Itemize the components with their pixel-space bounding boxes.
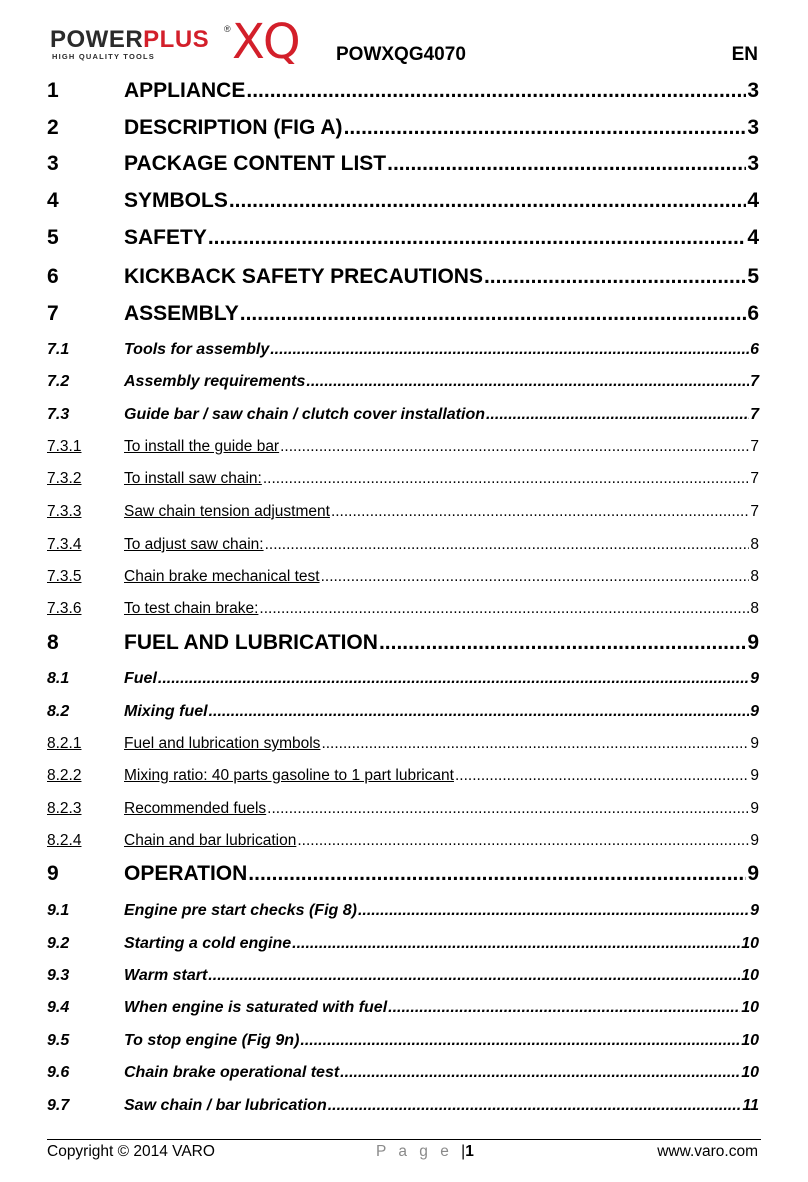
toc-leader-dots — [267, 800, 749, 818]
page-indicator: P a g e |1 — [376, 1143, 474, 1160]
toc-leader-dots — [486, 406, 749, 424]
brand-suffix: XQ — [232, 14, 299, 70]
toc-entry[interactable] — [47, 265, 759, 291]
toc-leader-dots — [259, 600, 749, 618]
toc-entry[interactable] — [47, 800, 759, 820]
toc-leader-dots — [246, 79, 746, 103]
toc-entry[interactable] — [47, 670, 759, 690]
toc-entry-number: 7.3.2 — [47, 470, 82, 487]
toc-entry-title: Fuel and lubrication symbols — [124, 735, 321, 752]
toc-entry-title: To adjust saw chain: — [124, 536, 264, 553]
toc-entry-page: 4 — [747, 226, 759, 249]
toc-entry-number: 7.3.6 — [47, 600, 82, 617]
toc-entry-number: 8.2.1 — [47, 735, 82, 752]
toc-entry-title: To install the guide bar — [124, 438, 280, 455]
toc-entry-title: FUEL AND LUBRICATION — [124, 631, 378, 654]
toc-leader-dots — [292, 935, 740, 953]
toc-entry-title: DESCRIPTION (FIG A) — [124, 116, 343, 139]
toc-entry-title: Saw chain / bar lubrication — [124, 1097, 327, 1114]
toc-entry-number: 9.5 — [47, 1032, 70, 1049]
brand-tagline: HIGH QUALITY TOOLS — [52, 52, 155, 61]
toc-leader-dots — [484, 265, 746, 289]
toc-entry[interactable] — [47, 902, 759, 922]
toc-entry-page: 7 — [750, 438, 759, 455]
toc-entry-title: To test chain brake: — [124, 600, 259, 617]
toc-entry-number: 4 — [47, 189, 59, 212]
toc-leader-dots — [209, 703, 750, 721]
toc-leader-dots — [248, 862, 746, 886]
toc-entry-page: 10 — [741, 935, 759, 952]
toc-leader-dots — [358, 902, 749, 920]
toc-entry-page: 9 — [750, 902, 759, 919]
toc-entry-number: 7.3.4 — [47, 536, 82, 553]
toc-entry[interactable] — [47, 767, 759, 787]
toc-leader-dots — [379, 631, 746, 655]
toc-entry-title: When engine is saturated with fuel — [124, 999, 388, 1016]
toc-entry-number: 7.3.1 — [47, 438, 82, 455]
toc-entry-number: 7.3.5 — [47, 568, 82, 585]
toc-entry[interactable] — [47, 152, 759, 178]
toc-entry-title: Guide bar / saw chain / clutch cover installation — [124, 406, 485, 423]
toc-entry[interactable] — [47, 189, 759, 215]
toc-entry-page: 7 — [750, 406, 759, 423]
toc-entry-number: 9.1 — [47, 902, 70, 919]
toc-entry-number: 8.2 — [47, 703, 70, 720]
toc-entry-number: 9.3 — [47, 967, 70, 984]
toc-entry-title: Engine pre start checks (Fig 8) — [124, 902, 357, 919]
powerplus-logo — [50, 14, 320, 70]
page-number: 1 — [465, 1143, 474, 1160]
toc-entry[interactable] — [47, 406, 759, 426]
toc-entry-title: Chain brake operational test — [124, 1064, 340, 1081]
toc-leader-dots — [229, 189, 746, 213]
toc-entry-number: 8.2.4 — [47, 832, 82, 849]
toc-entry[interactable] — [47, 1064, 759, 1084]
toc-entry-page: 8 — [750, 568, 759, 585]
toc-entry-title: Warm start — [124, 967, 208, 984]
toc-entry-title: SAFETY — [124, 226, 207, 249]
toc-entry-title: Chain and bar lubrication — [124, 832, 297, 849]
toc-entry-number: 7.1 — [47, 341, 70, 358]
toc-entry-number: 6 — [47, 265, 59, 288]
toc-entry-number: 2 — [47, 116, 59, 139]
toc-entry-page: 9 — [750, 832, 759, 849]
toc-entry[interactable] — [47, 302, 759, 328]
toc-entry-page: 9 — [747, 631, 759, 654]
toc-entry[interactable] — [47, 1097, 759, 1117]
toc-entry[interactable] — [47, 116, 759, 142]
toc-entry-page: 6 — [750, 341, 759, 358]
toc-entry[interactable] — [47, 341, 759, 361]
toc-entry-title: Starting a cold engine — [124, 935, 292, 952]
toc-entry-number: 7.2 — [47, 373, 70, 390]
toc-entry[interactable] — [47, 832, 759, 852]
toc-entry-number: 9.4 — [47, 999, 70, 1016]
footer-divider — [47, 1139, 761, 1140]
toc-leader-dots — [340, 1064, 740, 1082]
toc-entry-page: 3 — [747, 116, 759, 139]
toc-leader-dots — [328, 1097, 742, 1115]
toc-entry-title: SYMBOLS — [124, 189, 228, 212]
toc-entry-title: Mixing fuel — [124, 703, 208, 720]
toc-entry-page: 7 — [750, 373, 759, 390]
toc-entry-title: Tools for assembly — [124, 341, 270, 358]
toc-entry[interactable] — [47, 79, 759, 105]
toc-leader-dots — [388, 999, 740, 1017]
toc-entry-page: 10 — [741, 999, 759, 1016]
toc-entry[interactable] — [47, 503, 759, 523]
toc-leader-dots — [280, 438, 749, 456]
toc-entry[interactable] — [47, 536, 759, 556]
toc-entry-number: 8.1 — [47, 670, 70, 687]
toc-leader-dots — [387, 152, 746, 176]
toc-leader-dots — [306, 373, 749, 391]
toc-entry-page: 9 — [750, 670, 759, 687]
toc-entry-page: 10 — [741, 1064, 759, 1081]
toc-leader-dots — [455, 767, 749, 785]
toc-leader-dots — [208, 226, 746, 250]
toc-entry[interactable] — [47, 999, 759, 1019]
toc-entry-number: 9.2 — [47, 935, 70, 952]
toc-leader-dots — [321, 735, 749, 753]
toc-leader-dots — [208, 967, 740, 985]
toc-leader-dots — [270, 341, 749, 359]
website-link[interactable]: www.varo.com — [657, 1143, 758, 1160]
toc-entry-title: Recommended fuels — [124, 800, 267, 817]
model-number: POWXQG4070 — [336, 44, 466, 65]
toc-entry-page: 10 — [741, 1032, 759, 1049]
toc-entry[interactable] — [47, 438, 759, 458]
toc-entry-title: ASSEMBLY — [124, 302, 239, 325]
toc-entry-page: 9 — [747, 862, 759, 885]
toc-entry-number: 1 — [47, 79, 59, 102]
toc-entry-title: Saw chain tension adjustment — [124, 503, 330, 520]
toc-entry[interactable] — [47, 862, 759, 888]
toc-entry-number: 7.3.3 — [47, 503, 82, 520]
copyright-notice: Copyright © 2014 VARO — [47, 1143, 215, 1160]
toc-entry-title: Assembly requirements — [124, 373, 306, 390]
toc-entry-page: 11 — [742, 1097, 759, 1114]
toc-entry-page: 9 — [750, 703, 759, 720]
toc-entry-number: 9.7 — [47, 1097, 70, 1114]
toc-leader-dots — [300, 1032, 740, 1050]
toc-entry-title: OPERATION — [124, 862, 248, 885]
toc-leader-dots — [240, 302, 747, 326]
toc-entry[interactable] — [47, 600, 759, 620]
toc-entry-number: 5 — [47, 226, 59, 249]
toc-entry-page: 3 — [747, 152, 759, 175]
toc-leader-dots — [344, 116, 747, 140]
toc-entry[interactable] — [47, 735, 759, 755]
toc-entry-page: 9 — [750, 800, 759, 817]
toc-entry-number: 9.6 — [47, 1064, 70, 1081]
toc-entry-page: 8 — [750, 536, 759, 553]
toc-entry[interactable] — [47, 935, 759, 955]
toc-entry-title: Chain brake mechanical test — [124, 568, 320, 585]
toc-entry[interactable] — [47, 703, 759, 723]
toc-entry-page: 7 — [750, 503, 759, 520]
toc-entry[interactable] — [47, 631, 759, 657]
toc-entry-number: 7.3 — [47, 406, 70, 423]
language-code: EN — [731, 44, 758, 65]
toc-leader-dots — [321, 568, 750, 586]
toc-entry-number: 3 — [47, 152, 59, 175]
toc-leader-dots — [263, 470, 750, 488]
toc-entry-title: Fuel — [124, 670, 157, 687]
toc-entry-title: Mixing ratio: 40 parts gasoline to 1 part lubricant — [124, 767, 454, 784]
toc-entry[interactable] — [47, 226, 759, 252]
toc-entry-title: PACKAGE CONTENT LIST — [124, 152, 387, 175]
toc-entry-number: 8.2.3 — [47, 800, 82, 817]
toc-entry-title: APPLIANCE — [124, 79, 246, 102]
toc-entry-number: 7 — [47, 302, 59, 325]
toc-leader-dots — [297, 832, 749, 850]
toc-leader-dots — [265, 536, 750, 554]
toc-entry[interactable] — [47, 967, 759, 987]
toc-entry-title: To install saw chain: — [124, 470, 262, 487]
toc-entry-title: To stop engine (Fig 9n) — [124, 1032, 300, 1049]
toc-entry[interactable] — [47, 568, 759, 588]
toc-entry-page: 7 — [750, 470, 759, 487]
toc-entry-page: 4 — [747, 189, 759, 212]
toc-entry-page: 9 — [750, 735, 759, 752]
toc-entry[interactable] — [47, 373, 759, 393]
toc-entry-page: 8 — [750, 600, 759, 617]
registered-mark: ® — [224, 24, 231, 34]
toc-entry-number: 8 — [47, 631, 59, 654]
toc-entry-number: 8.2.2 — [47, 767, 82, 784]
toc-entry[interactable] — [47, 1032, 759, 1052]
toc-entry[interactable] — [47, 470, 759, 490]
toc-entry-page: 6 — [747, 302, 759, 325]
toc-entry-title: KICKBACK SAFETY PRECAUTIONS — [124, 265, 483, 288]
page-header — [0, 0, 808, 80]
brand-name: POWERPLUS — [50, 26, 210, 53]
toc-entry-page: 10 — [741, 967, 759, 984]
toc-entry-page: 3 — [747, 79, 759, 102]
toc-entry-number: 9 — [47, 862, 59, 885]
toc-leader-dots — [158, 670, 749, 688]
toc-entry-page: 5 — [747, 265, 759, 288]
toc-entry-page: 9 — [750, 767, 759, 784]
toc-leader-dots — [331, 503, 749, 521]
